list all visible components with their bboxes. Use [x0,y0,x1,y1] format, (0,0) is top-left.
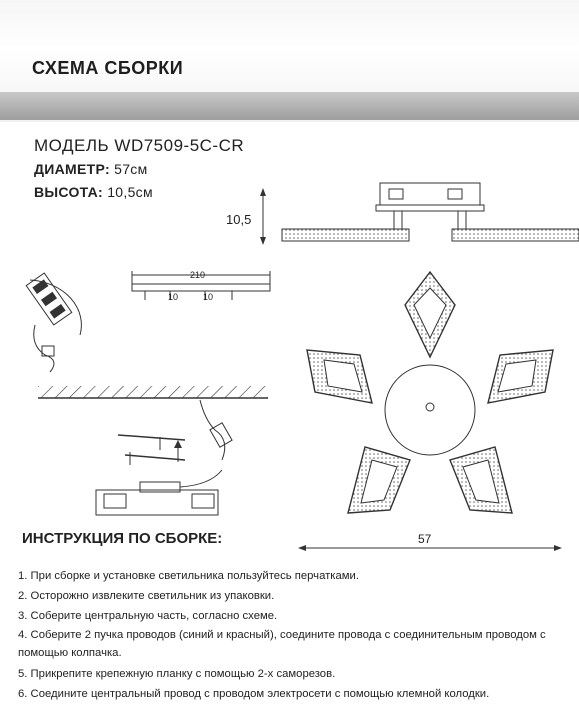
stem-left [394,211,402,229]
terminal-block-closeup [26,273,81,372]
ceiling-assembly [38,386,268,515]
list-item: 3. Соберите центральную часть, согласно схеме. [18,610,278,622]
instructions-list [18,566,578,704]
side-height-label: 10,5 [226,212,252,227]
side-view-drawing [226,183,579,245]
list-item: 2. Осторожно извлеките светильник из упаковки. [18,590,275,602]
arrow-up-icon [260,188,266,196]
bar-hole-label-2: 10 [203,292,214,302]
wire-icon [34,325,54,372]
diameter-label: ДИАМЕТР: [34,161,110,177]
height-value: 10,5см [103,184,153,200]
center-ring [385,365,475,455]
list-item: 1. При сборке и установке светильника пользуйтесь перчатками. [18,570,359,582]
arrow-down-icon [260,237,266,245]
list-item: 6. Соедините центральный провод с проводом электросети с помощью клемной колодки. [18,688,490,700]
arrow-left-icon [298,545,306,551]
model-line: МОДЕЛЬ WD7509-5C-CR [34,136,245,155]
instructions-title: ИНСТРУКЦИЯ ПО СБОРКЕ: [22,530,223,547]
height-label: ВЫСОТА: [34,184,104,200]
arm-right-side [452,229,579,241]
page-title: СХЕМА СБОРКИ [32,58,184,78]
list-item: 4. Соберите 2 пучка проводов (синий и красный), соедините провода с соединительным проводом с помощью колпачка. [18,629,546,659]
stem-right [458,211,466,229]
top-view-drawing [298,272,562,551]
mounting-bar-drawing [132,270,270,302]
canopy-side [380,183,480,205]
bar-hole-label-1: 10 [168,292,179,302]
list-item: 5. Прикрепите крепежную планку с помощью 2-х саморезов. [18,668,336,680]
mains-wire [200,400,225,460]
screw-bar [118,435,185,440]
diameter-value: 57см [109,161,148,177]
bar-length-label: 210 [190,270,206,280]
arrow-right-icon [554,545,562,551]
mounting-bar [132,284,270,291]
width-dimension-label: 57 [418,532,432,546]
arrow-up-icon [174,440,182,448]
arm-left-side [282,229,409,241]
ceiling-hatch [38,386,268,398]
